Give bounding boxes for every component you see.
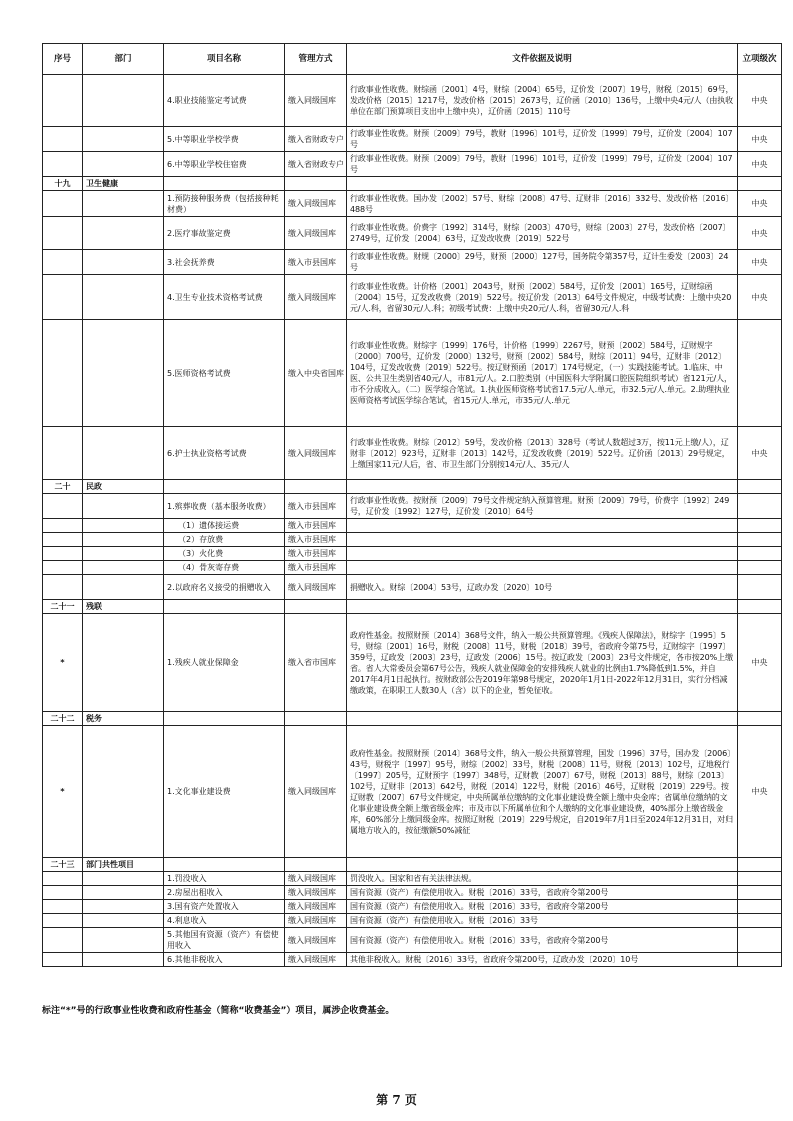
cell-item-name: 1.文化事业建设费 xyxy=(164,726,285,858)
cell-no xyxy=(43,320,83,427)
cell-level xyxy=(738,494,782,519)
cell-management: 缴入同级国库 xyxy=(285,575,347,600)
cell-item-name: 2.以政府名义接受的捐赠收入 xyxy=(164,575,285,600)
section-row xyxy=(43,858,782,872)
cell-basis: 政府性基金。按照财预〔2014〕368号文件，纳入一般公共预算管理，国发〔1996〕37号，国办发〔2006〕43号，财税字〔1997〕95号，财综〔2002〕33号，财税〔2008〕11号，财税〔2013〕102号，辽地税行〔1997〕205号，辽财预字〔1997〕348号，辽财教〔2007〕67号，财税〔2013〕88号，财综〔2013〕102号，辽财非〔2013〕642号，财税〔2014〕122号，财税〔2016〕46号，辽财税〔2019〕229号。按辽财教〔2007〕67号文件规定，中央所属单位缴纳的文化事业建设费全额上缴中央金库；省属单位缴纳的文化事业建设费全额上缴省级金库；市及市以下所属单位和个人缴纳的文化事业建设费，40%部分上缴省级金库，60%部分上缴同级金库。按照辽财税〔2019〕229号规定，自2019年7月1日至2024年12月31日，对归属地方收入的，按征缴额50%减征 xyxy=(347,726,738,858)
cell-item-name: 4.职业技能鉴定考试费 xyxy=(164,75,285,127)
cell-dept: 卫生健康 xyxy=(83,177,164,191)
table-body xyxy=(43,75,782,967)
cell-dept xyxy=(83,75,164,127)
cell-dept xyxy=(83,872,164,886)
cell-basis: 罚没收入。国家和省有关法律法规。 xyxy=(347,872,738,886)
cell-level xyxy=(738,320,782,427)
cell-level: 中央 xyxy=(738,726,782,858)
table-row xyxy=(43,533,782,547)
cell-management: 缴入同级国库 xyxy=(285,726,347,858)
cell-dept: 残联 xyxy=(83,600,164,614)
cell-management: 缴入同级国库 xyxy=(285,914,347,928)
table-row xyxy=(43,127,782,152)
cell-dept xyxy=(83,275,164,320)
table-row xyxy=(43,561,782,575)
cell-management: 缴入同级国库 xyxy=(285,872,347,886)
cell-no xyxy=(43,75,83,127)
header-dept: 部门 xyxy=(83,44,164,75)
cell-level: 中央 xyxy=(738,152,782,177)
cell-no xyxy=(43,561,83,575)
section-row xyxy=(43,712,782,726)
cell-item-name: 1.罚没收入 xyxy=(164,872,285,886)
cell-dept xyxy=(83,914,164,928)
cell-management: 缴入市县国库 xyxy=(285,250,347,275)
cell-item-name xyxy=(164,712,285,726)
table-row xyxy=(43,928,782,953)
cell-dept xyxy=(83,886,164,900)
cell-level xyxy=(738,519,782,533)
cell-level xyxy=(738,547,782,561)
cell-item-name: 5.医师资格考试费 xyxy=(164,320,285,427)
table-row xyxy=(43,250,782,275)
cell-no: 二十三 xyxy=(43,858,83,872)
cell-management: 缴入同级国库 xyxy=(285,75,347,127)
cell-level xyxy=(738,914,782,928)
cell-level xyxy=(738,533,782,547)
cell-item-name: 2.房屋出租收入 xyxy=(164,886,285,900)
cell-no: 二十二 xyxy=(43,712,83,726)
cell-level xyxy=(738,928,782,953)
cell-basis xyxy=(347,547,738,561)
cell-item-name: 3.国有资产处置收入 xyxy=(164,900,285,914)
cell-basis xyxy=(347,858,738,872)
cell-basis: 行政事业性收费。财综字〔1999〕176号，计价格〔1999〕2267号，财预〔2002〕584号，辽财规字〔2000〕700号，辽价发〔2000〕132号，财预〔2002〕584号，财综〔2011〕94号，辽财非〔2012〕104号，辽发改收费〔2019〕522号。按辽财预函〔2017〕174号规定，（一）实践技能考试。1.临床、中医、公共卫生类别省40元/人，市81元/人。2.口腔类别（中国医科大学附属口腔医院组织考试）省121元/人，市不分成收入。（二）医学综合笔试。1.执业医师资格考试省17.5元/人.单元，市32.5元/人.单元。2.助理执业医师资格考试医学综合笔试，省15元/人.单元，市35元/人.单元 xyxy=(347,320,738,427)
cell-item-name: （1）遗体接运费 xyxy=(164,519,285,533)
cell-management: 缴入市县国库 xyxy=(285,494,347,519)
cell-no xyxy=(43,928,83,953)
cell-basis: 捐赠收入。财综〔2004〕53号，辽政办发〔2020〕10号 xyxy=(347,575,738,600)
cell-item-name: 1.预防接种服务费（包括接种耗材费） xyxy=(164,191,285,217)
cell-no xyxy=(43,494,83,519)
cell-management: 缴入市县国库 xyxy=(285,533,347,547)
cell-dept xyxy=(83,614,164,712)
cell-no xyxy=(43,533,83,547)
cell-item-name: （3）火化费 xyxy=(164,547,285,561)
section-row xyxy=(43,600,782,614)
cell-no xyxy=(43,900,83,914)
table-row xyxy=(43,726,782,858)
cell-no xyxy=(43,152,83,177)
cell-item-name: 4.卫生专业技术资格考试费 xyxy=(164,275,285,320)
cell-basis xyxy=(347,480,738,494)
table-row xyxy=(43,575,782,600)
cell-level xyxy=(738,561,782,575)
header-basis: 文件依据及说明 xyxy=(347,44,738,75)
cell-item-name: 6.其他非税收入 xyxy=(164,953,285,967)
cell-no: 二十一 xyxy=(43,600,83,614)
cell-basis xyxy=(347,600,738,614)
cell-no xyxy=(43,275,83,320)
cell-level xyxy=(738,600,782,614)
header-mgmt: 管理方式 xyxy=(285,44,347,75)
cell-level xyxy=(738,900,782,914)
cell-level xyxy=(738,712,782,726)
footnote: 标注“*”号的行政事业性收费和政府性基金（简称“收费基金”）项目，属涉企收费基金。 xyxy=(42,1006,395,1016)
cell-management: 缴入同级国库 xyxy=(285,191,347,217)
cell-basis: 行政事业性收费。财综〔2012〕59号，发改价格〔2013〕328号（考试人数超过3万，按11元上缴/人），辽财非〔2012〕923号，辽财非〔2013〕142号，辽发改收费〔2019〕522号。辽价函〔2013〕29号规定，上缴国家11元/人后，省、市卫生部门分别按14元/人、35元/人 xyxy=(347,427,738,480)
cell-dept xyxy=(83,127,164,152)
cell-dept xyxy=(83,928,164,953)
cell-level xyxy=(738,575,782,600)
table-row xyxy=(43,494,782,519)
cell-no: * xyxy=(43,614,83,712)
cell-dept xyxy=(83,217,164,250)
cell-item-name: 1.殡葬收费（基本服务收费） xyxy=(164,494,285,519)
cell-dept xyxy=(83,494,164,519)
cell-dept xyxy=(83,900,164,914)
cell-no xyxy=(43,953,83,967)
cell-management: 缴入省财政专户 xyxy=(285,152,347,177)
section-row xyxy=(43,177,782,191)
cell-no xyxy=(43,427,83,480)
cell-level xyxy=(738,872,782,886)
cell-level: 中央 xyxy=(738,250,782,275)
table-row xyxy=(43,914,782,928)
cell-level xyxy=(738,886,782,900)
section-row xyxy=(43,480,782,494)
cell-level: 中央 xyxy=(738,191,782,217)
table-row xyxy=(43,900,782,914)
cell-dept xyxy=(83,320,164,427)
cell-basis: 行政事业性收费。财预〔2009〕79号，教财〔1996〕101号，辽价发〔1999〕79号，辽价发〔2004〕107号 xyxy=(347,127,738,152)
cell-no xyxy=(43,575,83,600)
cell-basis: 行政事业性收费。财规〔2000〕29号，财预〔2000〕127号，国务院令第357号，辽计生委发〔2003〕24号 xyxy=(347,250,738,275)
cell-item-name: 3.社会抚养费 xyxy=(164,250,285,275)
cell-no xyxy=(43,127,83,152)
cell-basis xyxy=(347,533,738,547)
cell-basis: 行政事业性收费。国办发〔2002〕57号、财综〔2008〕47号、辽财非〔2016〕332号、发改价格〔2016〕488号 xyxy=(347,191,738,217)
table-row xyxy=(43,191,782,217)
cell-item-name: 1.残疾人就业保障金 xyxy=(164,614,285,712)
cell-management: 缴入市县国库 xyxy=(285,561,347,575)
cell-management xyxy=(285,177,347,191)
cell-management: 缴入中央省国库 xyxy=(285,320,347,427)
cell-management: 缴入市县国库 xyxy=(285,547,347,561)
cell-level: 中央 xyxy=(738,427,782,480)
table-row xyxy=(43,427,782,480)
cell-no xyxy=(43,519,83,533)
cell-basis: 行政事业性收费。按财预〔2009〕79号文件规定纳入预算管理。财预〔2009〕79号，价费字〔1992〕249号，辽价发〔1992〕127号，辽价发〔2010〕64号 xyxy=(347,494,738,519)
cell-item-name xyxy=(164,177,285,191)
fee-table xyxy=(42,43,782,967)
cell-no: 十九 xyxy=(43,177,83,191)
cell-item-name xyxy=(164,858,285,872)
cell-no xyxy=(43,250,83,275)
cell-no xyxy=(43,886,83,900)
cell-item-name: 5.其他国有资源（资产）有偿使用收入 xyxy=(164,928,285,953)
cell-basis: 行政事业性收费。财综函〔2001〕4号，财综〔2004〕65号，辽价发〔2007〕19号，财税〔2015〕69号，发改价格〔2015〕1217号，发改价格〔2015〕2673号，辽价函〔2010〕136号，上缴中央4元/人（由执收单位在部门预算项目支出中上缴中央），辽价函〔2015〕110号 xyxy=(347,75,738,127)
cell-basis: 行政事业性收费。计价格〔2001〕2043号，财预〔2002〕584号，辽价发〔2001〕165号，辽财综函〔2004〕15号，辽发改收费〔2019〕522号。按辽价发〔2013〕64号文件规定，中级考试费：上缴中央20元/人.科，省留30元/人.科；初级考试费：上缴中央20元/人.科，省留30元/人.科 xyxy=(347,275,738,320)
cell-level: 中央 xyxy=(738,614,782,712)
header-level: 立项级次 xyxy=(738,44,782,75)
cell-basis xyxy=(347,177,738,191)
cell-dept: 税务 xyxy=(83,712,164,726)
cell-dept xyxy=(83,561,164,575)
cell-management: 缴入省市国库 xyxy=(285,614,347,712)
cell-management: 缴入同级国库 xyxy=(285,900,347,914)
table-header-row xyxy=(43,44,782,75)
table-row xyxy=(43,152,782,177)
cell-no xyxy=(43,217,83,250)
cell-dept: 民政 xyxy=(83,480,164,494)
header-no: 序号 xyxy=(43,44,83,75)
cell-management xyxy=(285,480,347,494)
cell-management: 缴入同级国库 xyxy=(285,275,347,320)
cell-dept xyxy=(83,575,164,600)
cell-level: 中央 xyxy=(738,275,782,320)
cell-management: 缴入市县国库 xyxy=(285,519,347,533)
cell-basis: 行政事业性收费。价费字〔1992〕314号，财综〔2003〕470号，财综〔2003〕27号，发改价格〔2007〕2749号，辽价发〔2004〕63号，辽发改收费〔2019〕522号 xyxy=(347,217,738,250)
cell-level: 中央 xyxy=(738,75,782,127)
table-row xyxy=(43,953,782,967)
cell-management: 缴入省财政专户 xyxy=(285,127,347,152)
table-row xyxy=(43,217,782,250)
cell-no: * xyxy=(43,726,83,858)
cell-basis: 国有资源（资产）有偿使用收入。财税〔2016〕33号 xyxy=(347,914,738,928)
cell-item-name xyxy=(164,600,285,614)
cell-basis xyxy=(347,519,738,533)
cell-dept xyxy=(83,152,164,177)
cell-no xyxy=(43,914,83,928)
cell-basis: 国有资源（资产）有偿使用收入。财税〔2016〕33号，省政府令第200号 xyxy=(347,900,738,914)
cell-dept: 部门共性项目 xyxy=(83,858,164,872)
cell-basis: 国有资源（资产）有偿使用收入。财税〔2016〕33号，省政府令第200号 xyxy=(347,928,738,953)
table-row xyxy=(43,519,782,533)
cell-dept xyxy=(83,427,164,480)
cell-level xyxy=(738,858,782,872)
cell-dept xyxy=(83,250,164,275)
cell-no xyxy=(43,547,83,561)
cell-management: 缴入同级国库 xyxy=(285,217,347,250)
cell-dept xyxy=(83,533,164,547)
cell-level: 中央 xyxy=(738,217,782,250)
table-row xyxy=(43,872,782,886)
cell-item-name xyxy=(164,480,285,494)
cell-basis: 政府性基金。按照财预〔2014〕368号文件，纳入一般公共预算管理。《残疾人保障法》，财综字〔1995〕5号，财综〔2001〕16号，财税〔2008〕11号，财税〔2018〕39号，省政府令第75号，辽财综字〔1997〕359号，辽政发〔2003〕23号，辽政发〔2006〕15号。按辽政发〔2003〕23号文件规定，各市按20%上缴省。省人大常委员会第67号公告，残疾人就业保障金的安排残疾人就业的比例由1.7%降低到1.5%，并自2017年4月1日起执行。按财政部公告2019年第98号规定，2020年1月1日-2022年12月31日，实行分档减缴政策，在职职工人数30人（含）以下的企业，暂免征收。 xyxy=(347,614,738,712)
cell-management: 缴入同级国库 xyxy=(285,953,347,967)
cell-management: 缴入同级国库 xyxy=(285,886,347,900)
cell-basis: 国有资源（资产）有偿使用收入。财税〔2016〕33号，省政府令第200号 xyxy=(347,886,738,900)
table-row xyxy=(43,547,782,561)
cell-level: 中央 xyxy=(738,127,782,152)
cell-basis: 其他非税收入。财税〔2016〕33号，省政府令第200号，辽政办发〔2020〕10号 xyxy=(347,953,738,967)
cell-basis xyxy=(347,712,738,726)
page-number: 第 7 页 xyxy=(376,1093,417,1107)
cell-item-name: （4）骨灰寄存费 xyxy=(164,561,285,575)
cell-basis: 行政事业性收费。财预〔2009〕79号，教财〔1996〕101号，辽价发〔1999〕79号，辽价发〔2004〕107号 xyxy=(347,152,738,177)
cell-basis xyxy=(347,561,738,575)
cell-dept xyxy=(83,726,164,858)
cell-dept xyxy=(83,191,164,217)
cell-management xyxy=(285,712,347,726)
table-row xyxy=(43,275,782,320)
cell-item-name: 5.中等职业学校学费 xyxy=(164,127,285,152)
cell-item-name: 6.中等职业学校住宿费 xyxy=(164,152,285,177)
cell-management: 缴入同级国库 xyxy=(285,928,347,953)
cell-management xyxy=(285,858,347,872)
cell-item-name: 2.医疗事故鉴定费 xyxy=(164,217,285,250)
cell-item-name: 6.护士执业资格考试费 xyxy=(164,427,285,480)
cell-management xyxy=(285,600,347,614)
cell-dept xyxy=(83,547,164,561)
cell-no xyxy=(43,191,83,217)
header-name: 项目名称 xyxy=(164,44,285,75)
table-row xyxy=(43,75,782,127)
cell-dept xyxy=(83,519,164,533)
cell-item-name: （2）存放费 xyxy=(164,533,285,547)
table-row xyxy=(43,886,782,900)
cell-item-name: 4.利息收入 xyxy=(164,914,285,928)
cell-management: 缴入同级国库 xyxy=(285,427,347,480)
table-row xyxy=(43,614,782,712)
cell-level xyxy=(738,177,782,191)
cell-dept xyxy=(83,953,164,967)
cell-level xyxy=(738,480,782,494)
cell-no: 二十 xyxy=(43,480,83,494)
cell-no xyxy=(43,872,83,886)
table-row xyxy=(43,320,782,427)
cell-level xyxy=(738,953,782,967)
